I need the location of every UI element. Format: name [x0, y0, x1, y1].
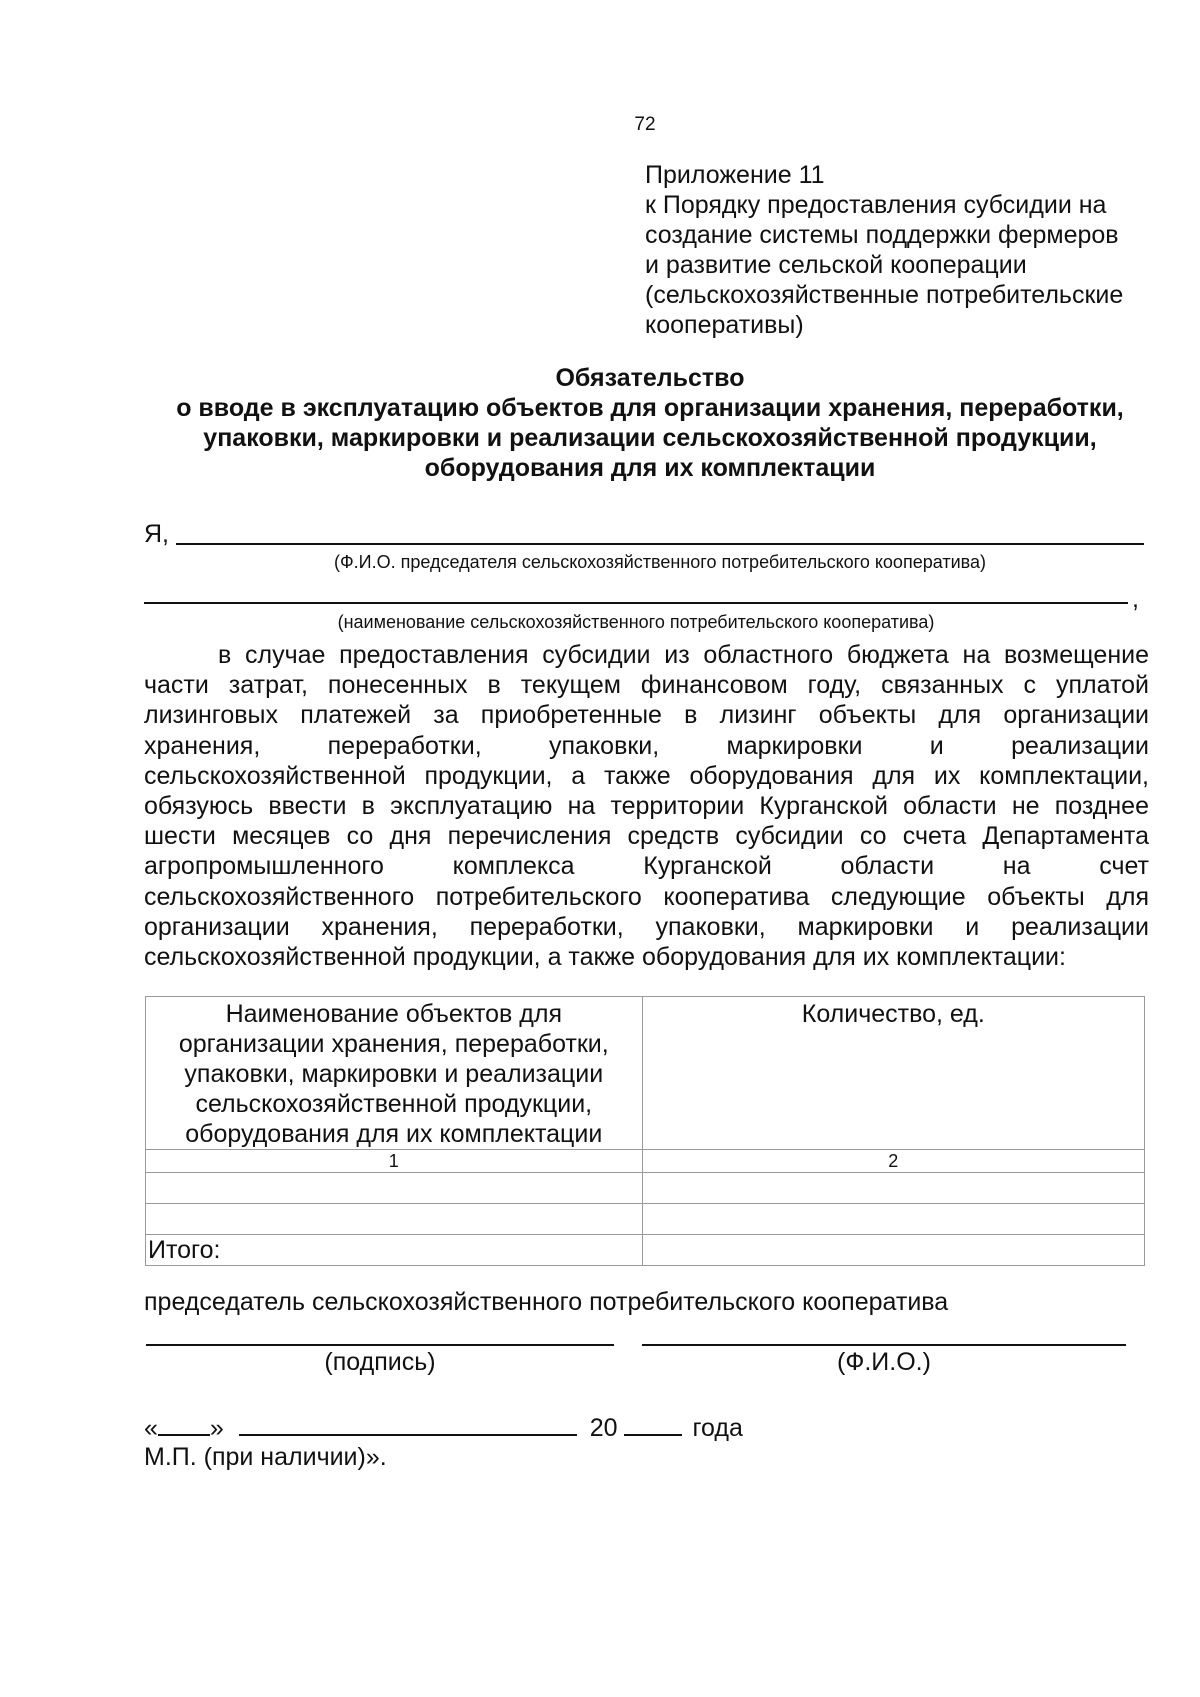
obligation-text: [144, 640, 1149, 972]
object-name-cell[interactable]: [146, 1204, 643, 1235]
header-line: организации хранения, переработки,: [178, 1030, 609, 1058]
body-line: агропромышленного комплекса Курганской области на счет: [144, 852, 1149, 881]
table-row: [146, 1173, 1145, 1204]
table-number-row: [146, 1150, 1145, 1173]
table-header-row: [146, 997, 1145, 1150]
stamp-note: М.П. (при наличии)».: [144, 1443, 387, 1471]
body-line: хранения, переработки, упаковки, маркировки и реализации: [144, 731, 1149, 760]
document-title: [120, 363, 1180, 483]
year-suffix: года: [692, 1414, 743, 1442]
title-line: упаковки, маркировки и реализации сельскохозяйственной продукции,: [203, 424, 1097, 452]
title-line: оборудования для их комплектации: [424, 454, 876, 482]
header-line: упаковки, маркировки и реализации: [184, 1060, 604, 1088]
chairman-name-field[interactable]: [176, 543, 1144, 545]
day-field[interactable]: [158, 1410, 210, 1436]
col-objects-header: [146, 997, 643, 1150]
body-line: сельскохозяйственной продукции, а также оборудования для их комплектации:: [144, 942, 1066, 971]
month-field[interactable]: [239, 1410, 577, 1436]
signer-name-caption: (Ф.И.О.): [837, 1348, 931, 1376]
body-line: сельскохозяйственной продукции, а также оборудования для их комплектации,: [144, 761, 1149, 790]
col-number-1: 1: [146, 1150, 643, 1173]
quantity-cell[interactable]: [642, 1173, 1144, 1204]
title-line: о вводе в эксплуатацию объектов для организации хранения, переработки,: [176, 394, 1124, 422]
body-line: обязуюсь ввести в эксплуатацию на территории Курганской области не позднее: [144, 791, 1149, 820]
appendix-note: [645, 160, 1185, 340]
comma: ,: [1132, 585, 1139, 613]
total-label: Итого:: [146, 1235, 643, 1266]
table-row: [146, 1204, 1145, 1235]
cooperative-name-field[interactable]: [144, 602, 1128, 604]
body-line: лизинговых платежей за приобретенные в лизинг объекты для организации: [144, 701, 1149, 730]
col-quantity-header: Количество, ед.: [642, 997, 1144, 1150]
body-line: шести месяцев со дня перечисления средств субсидии со счета Департамента: [144, 822, 1149, 851]
appendix-line: и развитие сельской кооперации: [645, 251, 1027, 279]
cooperative-name-caption: (наименование сельскохозяйственного потребительского кооператива): [337, 612, 935, 632]
signature-field[interactable]: [146, 1344, 614, 1346]
total-quantity-cell[interactable]: [642, 1235, 1144, 1266]
close-quote: »: [209, 1414, 224, 1442]
appendix-line: создание системы поддержки фермеров: [645, 221, 1119, 249]
chairman-name-caption: (Ф.И.О. председателя сельскохозяйственного потребительского кооператива): [333, 552, 986, 572]
header-line: сельскохозяйственной продукции,: [195, 1090, 593, 1118]
appendix-line: к Порядку предоставления субсидии на: [645, 191, 1107, 219]
date-row: [144, 1410, 743, 1443]
open-quote: «: [144, 1414, 158, 1442]
year-prefix: 20: [589, 1414, 618, 1442]
body-line: сельскохозяйственного потребительского кооператива следующие объекты для: [144, 882, 1149, 911]
year-field[interactable]: [624, 1410, 682, 1436]
body-line: организации хранения, переработки, упаковки, маркировки и реализации: [144, 912, 1149, 941]
col-number-2: 2: [642, 1150, 1144, 1173]
appendix-line: Приложение 11: [645, 161, 825, 189]
body-line: в случае предоставления субсидии из областного бюджета на возмещение: [218, 641, 1149, 669]
header-line: Наименование объектов для: [225, 1000, 562, 1028]
objects-table: [145, 996, 1145, 1266]
appendix-line: (сельскохозяйственные потребительские: [645, 281, 1124, 309]
appendix-line: кооперативы): [645, 311, 804, 339]
declarant-prefix: Я,: [144, 520, 169, 548]
quantity-cell[interactable]: [642, 1204, 1144, 1235]
body-line: части затрат, понесенных в текущем финансовом году, связанных с уплатой: [144, 671, 1149, 700]
page-number: 72: [634, 114, 656, 135]
signer-position: председатель сельскохозяйственного потребительского кооператива: [144, 1288, 949, 1316]
signature-caption: (подпись): [324, 1348, 436, 1376]
title-heading: Обязательство: [555, 364, 745, 392]
header-line: оборудования для их комплектации: [185, 1120, 603, 1148]
table-total-row: [146, 1235, 1145, 1266]
object-name-cell[interactable]: [146, 1173, 643, 1204]
signer-name-field[interactable]: [642, 1344, 1126, 1346]
